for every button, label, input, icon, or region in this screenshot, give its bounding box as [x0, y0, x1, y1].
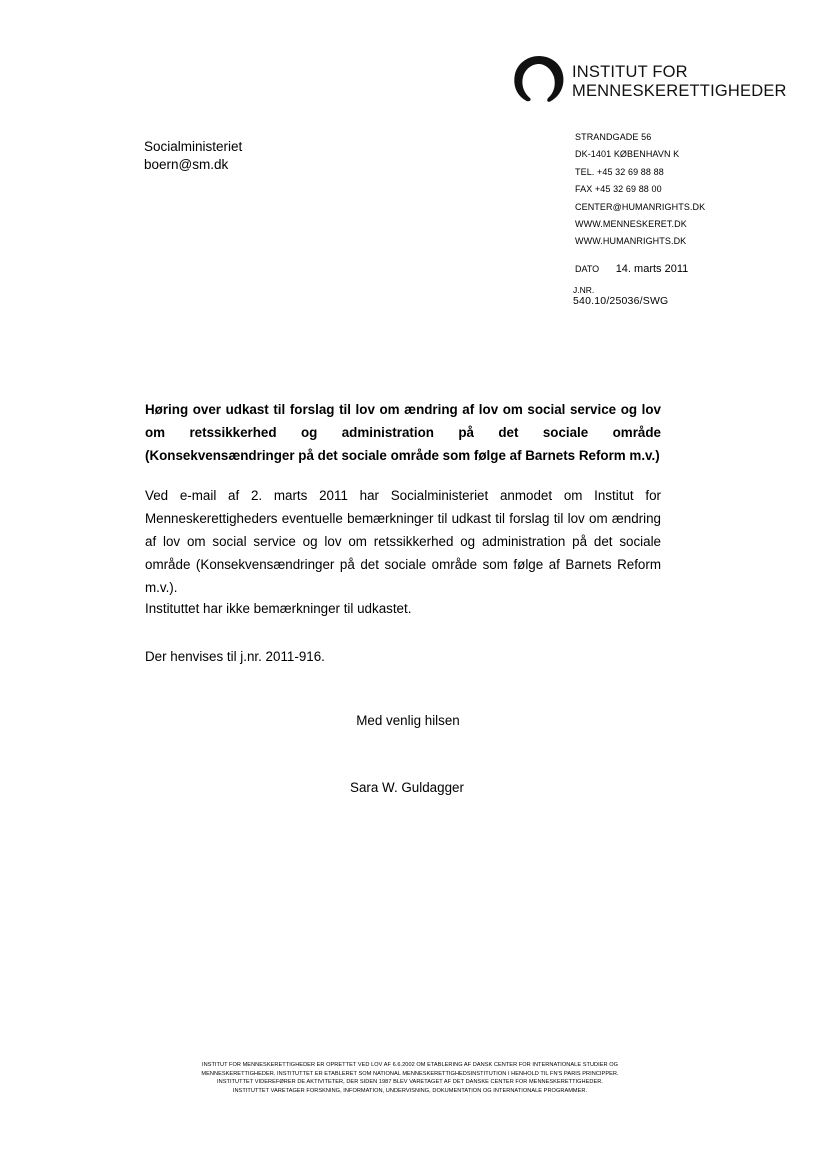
logo-wordmark	[572, 63, 787, 101]
closing-greeting: Med venlig hilsen	[356, 713, 460, 728]
contact-city: DK-1401 KØBENHAVN K	[575, 149, 680, 160]
journal-number-value: 540.10/25036/SWG	[573, 295, 669, 307]
date-value: 14. marts 2011	[615, 263, 689, 275]
logo-line-2: MENNESKERETTIGHEDER	[572, 82, 787, 100]
footer-line-2: MENNESKERETTIGHEDER. INSTITUTTET ER ETABLERET SOM NATIONAL MENNESKERETTIGHEDSINSTITUTION I HENHOLD TIL FN'S PARIS PRINCIPPER.	[201, 1070, 619, 1077]
date-line	[575, 263, 688, 275]
recipient-block	[144, 138, 242, 174]
footer-line-3: INSTITUTTET VIDEREFØRER DE AKTIVITETER, DER SIDEN 1987 BLEV VARETAGET AF DET DANSKE CENTER FOR MENNESKERETTIGHEDER.	[217, 1079, 603, 1086]
letter-paragraph-2: Instituttet har ikke bemærkninger til udkastet.	[145, 601, 412, 616]
letter-paragraph-1: Ved e-mail af 2. marts 2011 har Socialministeriet anmodet om Institut for Menneskerettigheders eventuelle bemærkninger til udkast til forslag til lov om ændring af lov om social service og lov om retssikkerhed og administration på det sociale område (Konsekvensændringer på det sociale område som følge af Barnets Reform m.v.).	[145, 488, 661, 595]
recipient-name: Socialministeriet	[144, 139, 243, 154]
recipient-email: boern@sm.dk	[144, 157, 229, 172]
ring-logo-icon	[513, 56, 565, 106]
contact-web-1: WWW.MENNESKERET.DK	[575, 219, 687, 230]
signature-name: Sara W. Guldagger	[350, 780, 464, 795]
contact-address: STRANDGADE 56	[575, 132, 652, 142]
footer-line-1: INSTITUT FOR MENNESKERETTIGHEDER ER OPRETTET VED LOV AF 6.6.2002 OM ETABLERING AF DANSK CENTER FOR INTERNATIONALE STUDIER OG	[201, 1062, 619, 1068]
contact-web-2: WWW.HUMANRIGHTS.DK	[575, 236, 687, 247]
journal-number-label: J.NR.	[573, 285, 595, 295]
letter-subject: Høring over udkast til forslag til lov om ændring af lov om social service og lov om retssikkerhed og administration på det sociale område (Konsekvensændringer på det sociale område som følge af Barnets Reform m.v.)	[145, 402, 661, 463]
institute-logo	[513, 56, 787, 106]
contact-email: CENTER@HUMANRIGHTS.DK	[575, 201, 706, 212]
logo-line-1: INSTITUT FOR	[572, 63, 688, 81]
footer-line-4: INSTITUTTET VARETAGER FORSKNING, INFORMATION, UNDERVISNING, DOKUMENTATION OG INTERNATIONALE PROGRAMMER.	[232, 1087, 588, 1094]
legal-footer	[100, 1061, 720, 1095]
letter-paragraph-3: Der henvises til j.nr. 2011-916.	[145, 649, 325, 664]
contact-tel: TEL. +45 32 69 88 88	[575, 166, 664, 177]
contact-fax: FAX +45 32 69 88 00	[575, 184, 662, 195]
date-label: DATO	[575, 264, 600, 274]
contact-block	[575, 129, 705, 251]
